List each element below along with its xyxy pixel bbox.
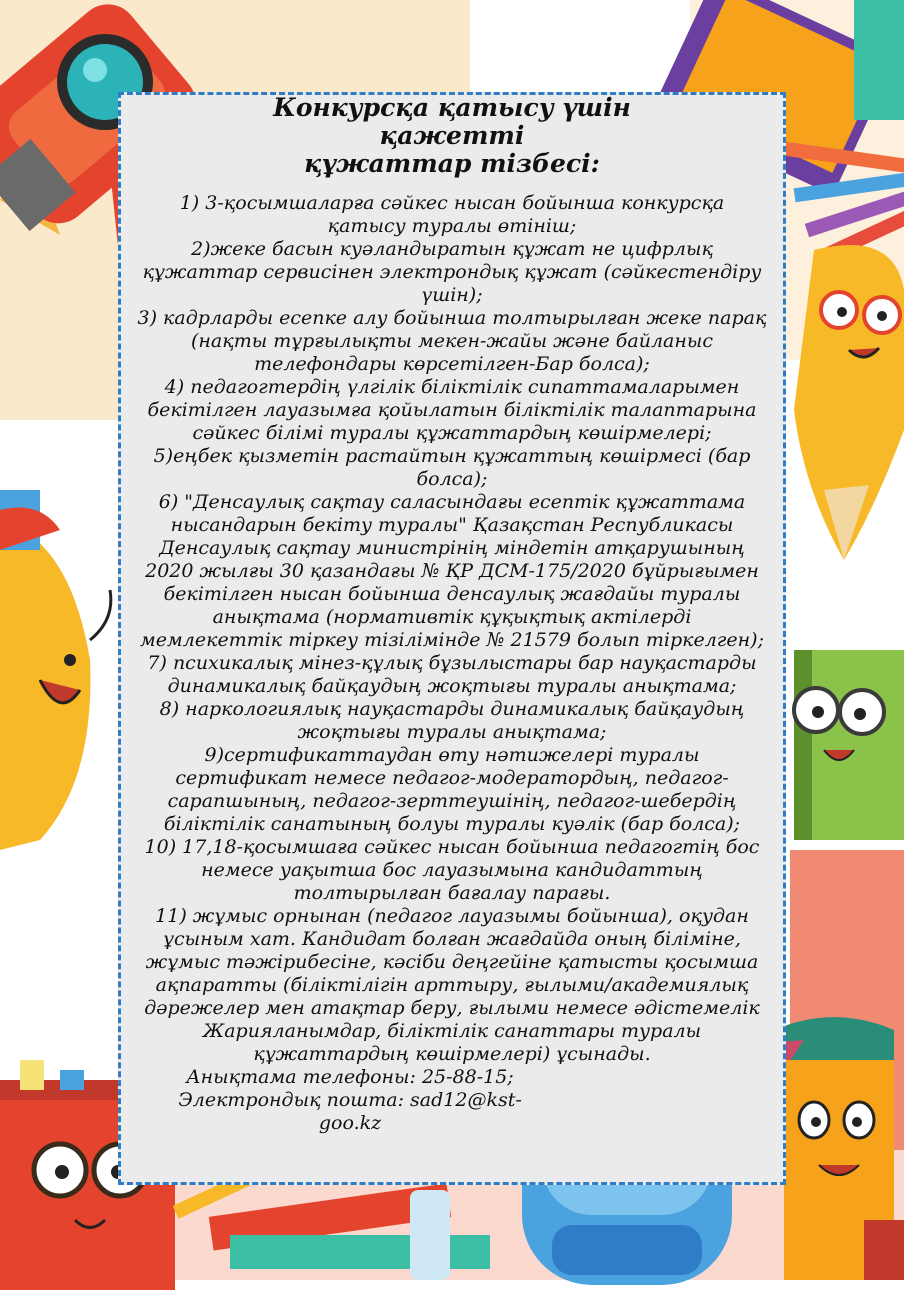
requirement-line: сарапшының, педагог-зерттеушінің, педагог-шебердің — [167, 790, 737, 812]
requirement-line: динамикалық байқаудың жоқтығы туралы анықтама; — [167, 675, 737, 697]
requirement-line: 1) 3-қосымшаларға сәйкес нысан бойынша конкурсқа — [179, 192, 725, 214]
requirement-line: толтырылған бағалау парағы. — [293, 882, 611, 904]
banana-character-illustration — [0, 480, 130, 860]
requirement-line: 4) педагогтердің үлгілік біліктілік сипаттамаларымен — [164, 376, 740, 398]
requirements-list — [118, 192, 786, 1066]
requirement-line: болса); — [416, 468, 488, 490]
page-title — [118, 94, 786, 178]
requirement-line: сәйкес білімі туралы құжаттардың көшірмелері; — [192, 422, 712, 444]
requirement-line: 7) психикалық мінез-құлық бұзылыстары бар науқастарды — [147, 652, 757, 674]
requirement-line: ұсыным хат. Кандидат болған жағдайда оның біліміне, — [163, 928, 741, 950]
requirement-line: 9)сертификаттаудан өту нәтижелері туралы — [204, 744, 700, 766]
requirement-line: 10) 17,18-қосымшаға сәйкес нысан бойынша педагогтің бос — [144, 836, 760, 858]
requirement-line: үшін); — [421, 284, 483, 306]
requirement-line: 2)жеке басын куәландыратын құжат не цифрлық — [191, 238, 713, 260]
requirement-line: 6) "Денсаулық сақтау саласындағы есептік құжаттама — [158, 491, 746, 513]
contact-email: Электрондық пошта: sad12@kst- — [178, 1089, 522, 1111]
requirement-line: анықтама (нормативтік құқықтық актілерді — [212, 606, 692, 628]
requirement-line: немесе уақытша бос лауазымына кандидаттың — [201, 859, 703, 881]
requirement-line: Денсаулық сақтау министрінің міндетін атқарушының — [159, 537, 745, 559]
requirement-line: бекітілген лауазымға қойылатын біліктілік талаптарына — [147, 399, 757, 421]
requirement-line: бекітілген нысан бойынша денсаулық жағдайы туралы — [163, 583, 741, 605]
requirement-line: дәрежелер мен атақтар беру, ғылыми немесе әдістемелік — [144, 997, 760, 1019]
requirement-line: құжаттардың көшірмелері) ұсынады. — [253, 1043, 651, 1065]
requirement-line: жоқтығы туралы анықтама; — [297, 721, 607, 743]
requirement-line: Жарияланымдар, біліктілік санаттары туралы — [202, 1020, 702, 1042]
contact-phone: Анықтама телефоны: 25-88-15; — [186, 1066, 514, 1088]
requirement-line: (нақты тұрғылықты мекен-жайы және байланыс — [190, 330, 714, 352]
title-line: Конкурсқа қатысу үшін — [273, 93, 631, 122]
requirement-line: 2020 жылғы 30 қазандағы № ҚР ДСМ-175/2020 бұйрығымен — [145, 560, 759, 582]
title-line: құжаттар тізбесі: — [304, 149, 600, 178]
requirement-line: ақпаратты (біліктілігін арттыру, ғылыми/академиялық — [155, 974, 749, 996]
requirement-line: құжаттар сервисінен электрондық құжат (сәйкестендіру — [142, 261, 762, 283]
requirement-line: жұмыс тәжірибесіне, кәсіби деңгейіне қатысты қосымша — [145, 951, 759, 973]
requirement-line: мемлекеттік тіркеу тізілімінде № 21579 болып тіркелген); — [140, 629, 764, 651]
contact-info — [160, 1066, 540, 1135]
contact-email-domain: goo.kz — [318, 1112, 382, 1134]
requirement-line: 11) жұмыс орнынан (педагог лауазымы бойынша), оқудан — [155, 905, 749, 927]
requirement-line: біліктілік санатының болуы туралы куәлік (бар болса); — [163, 813, 741, 835]
requirement-line: сертификат немесе педагог-модератордың, педагог- — [175, 767, 729, 789]
requirement-line: нысандарын бекіту туралы" Қазақстан Республикасы — [170, 514, 734, 536]
requirement-line: 5)еңбек қызметін растайтын құжаттың көшірмесі (бар — [153, 445, 751, 467]
requirement-line: телефондары көрсетілген-Бар болса); — [254, 353, 650, 375]
title-line: қажетті — [379, 121, 525, 150]
requirement-line: қатысу туралы өтініш; — [327, 215, 577, 237]
requirement-line: 3) кадрларды есепке алу бойынша толтырылған жеке парақ — [137, 307, 767, 329]
requirement-line: 8) наркологиялық науқастарды динамикалық байқаудың — [159, 698, 745, 720]
